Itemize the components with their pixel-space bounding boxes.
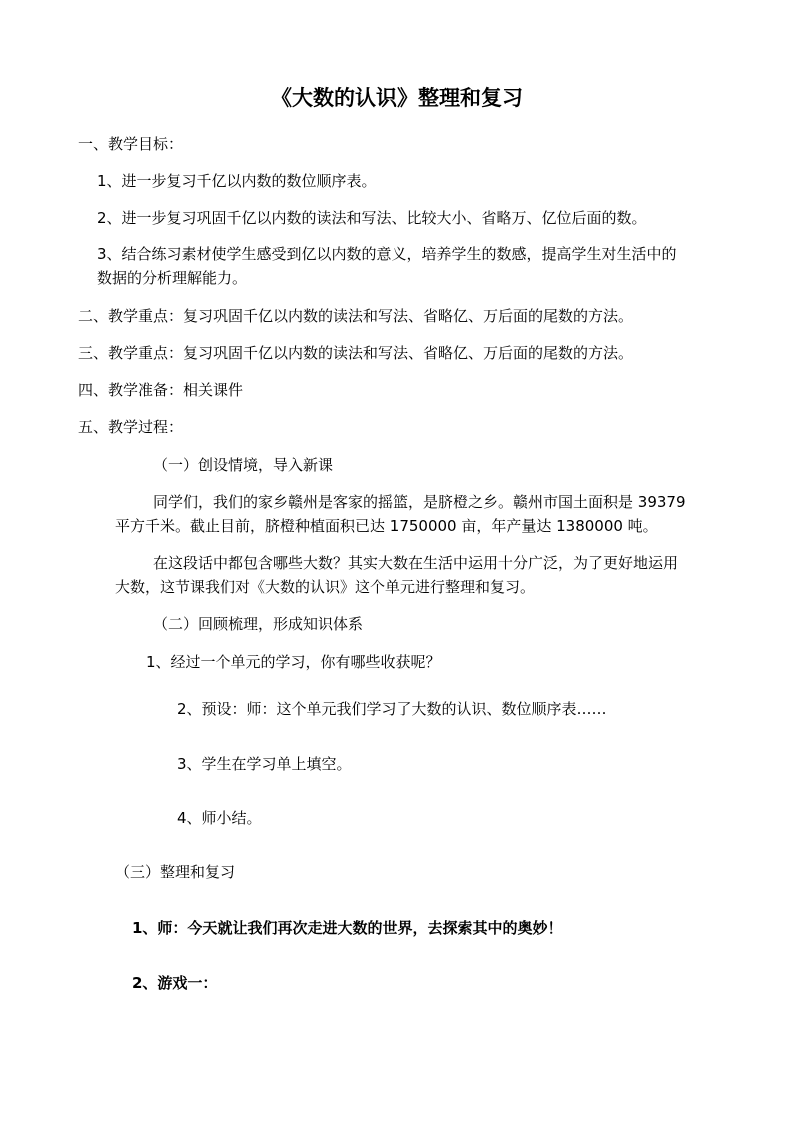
part2-item-3: 3、学生在学习单上填空。 — [177, 755, 352, 773]
part1-paragraph1-line1: 同学们，我们的家乡赣州是客家的摇篮，是脐橙之乡。赣州市国土面积是 39379 — [153, 493, 686, 511]
part1-paragraph2-line1: 在这段话中都包含哪些大数？其实大数在生活中运用十分广泛，为了更好地运用 — [153, 554, 679, 572]
part1-paragraph2-line2: 大数，这节课我们对《大数的认识》这个单元进行整理和复习。 — [115, 578, 536, 596]
part2-item-1: 1、经过一个单元的学习，你有哪些收获呢？ — [146, 653, 441, 671]
objective-item-3: 3、结合练习素材使学生感受到亿以内数的意义，培养学生的数感，提高学生对生活中的 — [97, 245, 677, 263]
objective-item-2: 2、进一步复习巩固千亿以内数的读法和写法、比较大小、省略万、亿位后面的数。 — [97, 209, 647, 227]
section-key-points: 二、教学重点：复习巩固千亿以内数的读法和写法、省略亿、万后面的尾数的方法。 — [78, 307, 634, 325]
part2-item-2: 2、预设：师：这个单元我们学习了大数的认识、数位顺序表…… — [177, 700, 607, 718]
part3-item-2: 2、游戏一： — [132, 974, 218, 992]
part1-paragraph1-line2: 平方千米。截止目前，脐橙种植面积已达 1750000 亩，年产量达 1380000 吨。 — [115, 517, 658, 535]
part3-heading: （三）整理和复习 — [115, 863, 236, 881]
section-difficult-points: 三、教学重点：复习巩固千亿以内数的读法和写法、省略亿、万后面的尾数的方法。 — [78, 344, 634, 362]
objective-item-1: 1、进一步复习千亿以内数的数位顺序表。 — [97, 172, 377, 190]
part2-heading: （二）回顾梳理，形成知识体系 — [153, 615, 364, 633]
document-title: 《大数的认识》整理和复习 — [271, 86, 523, 110]
part3-item-1: 1、师：今天就让我们再次走进大数的世界，去探索其中的奥妙！ — [132, 919, 563, 937]
objective-item-3-continued: 数据的分析理解能力。 — [97, 269, 248, 287]
section-objectives-heading: 一、教学目标： — [78, 135, 184, 153]
section-process-heading: 五、教学过程： — [78, 418, 184, 436]
section-preparation: 四、教学准备：相关课件 — [78, 381, 244, 399]
part1-heading: （一）创设情境，导入新课 — [153, 456, 334, 474]
part2-item-4: 4、师小结。 — [177, 809, 262, 827]
